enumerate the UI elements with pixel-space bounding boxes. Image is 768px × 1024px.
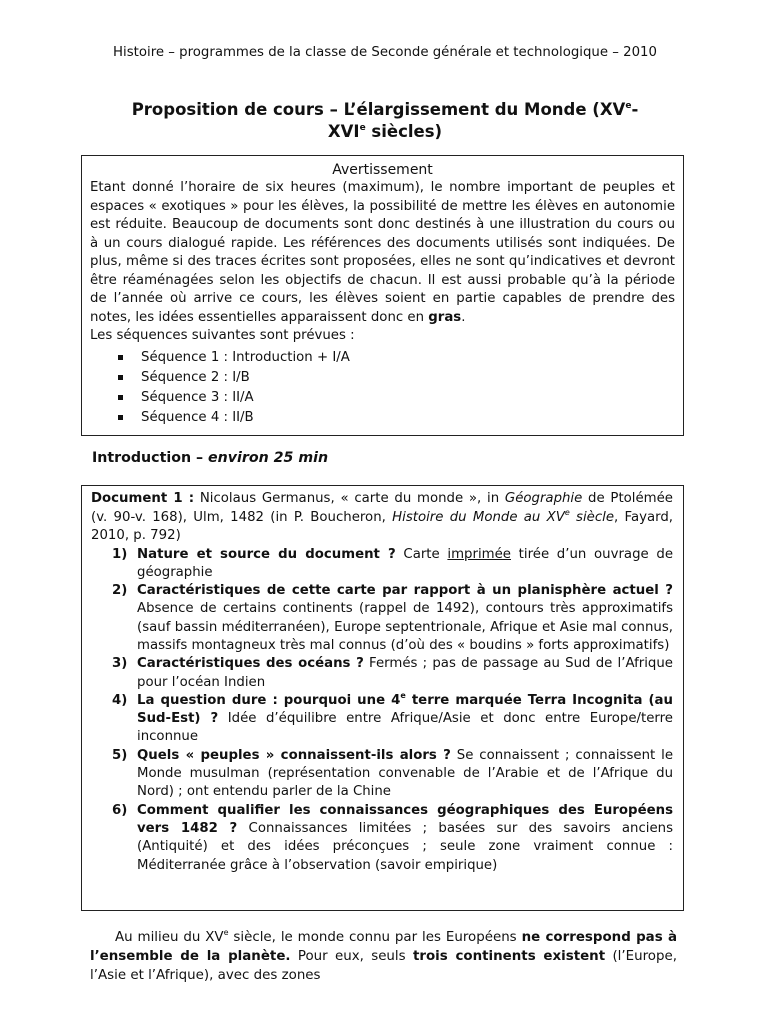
sequence-label: Séquence 2 : I/B <box>141 369 250 385</box>
paragraph-superscript: e <box>223 928 229 937</box>
question-number: 2) <box>112 583 128 599</box>
bullet-icon <box>118 375 123 380</box>
paragraph-text: Pour eux, seuls <box>290 949 413 964</box>
section-heading <box>92 448 328 468</box>
question-number: 3) <box>112 656 128 672</box>
warning-body: Etant donné l’horaire de six heures (maximum), le nombre important de peuples et espaces « exotiques » pour les élèves, la possibilité de mettre les élèves en autonomie est réduite. Beaucoup de documents sont donc destinés à une illustration du cours ou à un cours dialogué rapide. Les références des documents utilisés sont indiquées. De plus, même si des traces écrites sont proposées, elles ne sont qu’indicatives et devront être réaménagées selon les objectifs de chacun. Il est aussi probable qu’à la période de l’année où arrive ce cours, les élèves soient en partie capables de prendre des notes, les idées essentielles apparaissent donc en <box>90 180 675 325</box>
list-item <box>91 802 673 875</box>
section-duration: environ 25 min <box>208 450 329 466</box>
title-superscript: e <box>625 101 632 111</box>
reference-title: Géographie <box>504 491 583 506</box>
paragraph-text: siècle, le monde connu par les Européens <box>228 930 522 945</box>
list-item <box>90 348 675 368</box>
question-text: Comment qualifier les connaissances géographiques des Européens vers 1482 ? <box>137 802 673 836</box>
question-text: Quels « peuples » connaissent-ils alors ? <box>137 747 451 763</box>
list-item <box>91 692 673 747</box>
reference-book-title-end: siècle <box>569 509 615 525</box>
list-item <box>90 368 675 388</box>
page-header: Histoire – programmes de la classe de Seconde générale et technologique – 2010 <box>113 45 657 60</box>
question-text-part: La question dure : pourquoi une 4 <box>137 692 401 708</box>
sequences-intro: Les séquences suivantes sont prévues : <box>90 328 355 343</box>
warning-heading: Avertissement <box>332 162 433 178</box>
document-reference <box>91 490 673 546</box>
question-superscript: e <box>400 690 406 700</box>
list-item <box>90 408 675 428</box>
answer-text: Se connaissent ; connaissent le Monde musulman (représentation convenable de l’Arabie et de l’Afrique du Nord) ; ont entendu parler de la Chine <box>137 747 674 800</box>
document-label: Document 1 : <box>91 491 195 506</box>
paragraph-text: Au milieu du XV <box>115 930 224 945</box>
question-number: 1) <box>112 546 128 562</box>
answer-text: Connaissances limitées ; basées sur des savoirs anciens (Antiquité) et des idées préconçues ; seule zone vraiment connue : Méditerranée grâce à l’observation (savoir empirique) <box>137 820 674 873</box>
bullet-icon <box>118 415 123 420</box>
question-list <box>91 546 673 875</box>
list-item <box>91 582 673 655</box>
answer-text: tirée d’un ouvrage de géographie <box>137 546 674 580</box>
section-heading-label: Introduction – <box>92 450 209 466</box>
question-number: 4) <box>112 692 128 708</box>
sequence-label: Séquence 3 : II/A <box>141 389 254 405</box>
title-text-line2: XVI <box>327 122 360 141</box>
title-dash: - <box>631 100 639 119</box>
document-box <box>81 485 684 911</box>
question-number: 5) <box>112 747 128 763</box>
answer-text: Idée d’équilibre entre Afrique/Asie et donc entre Europe/terre inconnue <box>137 711 673 745</box>
reference-book-title: Histoire du Monde au XV <box>392 509 565 525</box>
list-item <box>91 747 673 802</box>
answer-underlined: imprimée <box>447 546 511 562</box>
list-item <box>91 655 673 692</box>
reference-superscript: e <box>564 507 570 517</box>
answer-text: Fermés ; pas de passage au Sud de l’Afrique pour l’océan Indien <box>137 656 673 690</box>
reference-text: , Fayard, 2010, p. 792) <box>91 509 674 543</box>
warning-text <box>90 179 675 327</box>
bullet-icon <box>118 395 123 400</box>
paragraph-bold: ne correspond pas à l’ensemble de la planète. <box>90 930 678 964</box>
reference-text: de Ptolémée (v. 90-v. 168), Ulm, 1482 (in P. Boucheron, <box>91 491 673 525</box>
question-text: Nature et source du document ? <box>137 546 396 562</box>
list-item <box>90 388 675 408</box>
question-text: Caractéristiques des océans ? <box>137 656 364 672</box>
body-paragraph <box>90 928 677 985</box>
answer-text: Carte <box>395 546 448 562</box>
sequence-label: Séquence 1 : Introduction + I/A <box>141 349 350 365</box>
question-text: Caractéristiques de cette carte par rapport à un planisphère actuel ? <box>137 583 673 599</box>
warning-body-end: . <box>461 309 466 325</box>
question-text-part: terre marquée Terra Incognita (au Sud-Est) ? <box>137 692 673 727</box>
title-text: Proposition de cours – L’élargissement du Monde (XV <box>131 100 626 119</box>
list-item <box>91 546 673 583</box>
bullet-icon <box>118 355 123 360</box>
reference-text: Nicolaus Germanus, « carte du monde », in <box>194 491 505 506</box>
page-title <box>90 99 680 143</box>
sequence-label: Séquence 4 : II/B <box>141 409 254 425</box>
title-superscript: e <box>359 123 366 133</box>
title-text-line2-end: siècles) <box>365 122 443 141</box>
answer-text: Absence de certains continents (rappel de 1492), contours très approximatifs (sauf bassin méditerranéen), Europe septentrionale, Afrique et Asie mal connus, massifs montagneux très mal connus (d’où des « boudins » forts approximatifs) <box>137 601 673 653</box>
sequence-list <box>90 348 675 428</box>
paragraph-bold: trois continents existent <box>412 949 606 964</box>
warning-bold-word: gras <box>428 309 462 325</box>
paragraph-text: (l’Europe, l’Asie et l’Afrique), avec des zones <box>90 949 677 983</box>
question-number: 6) <box>112 802 128 818</box>
warning-box <box>81 155 684 436</box>
